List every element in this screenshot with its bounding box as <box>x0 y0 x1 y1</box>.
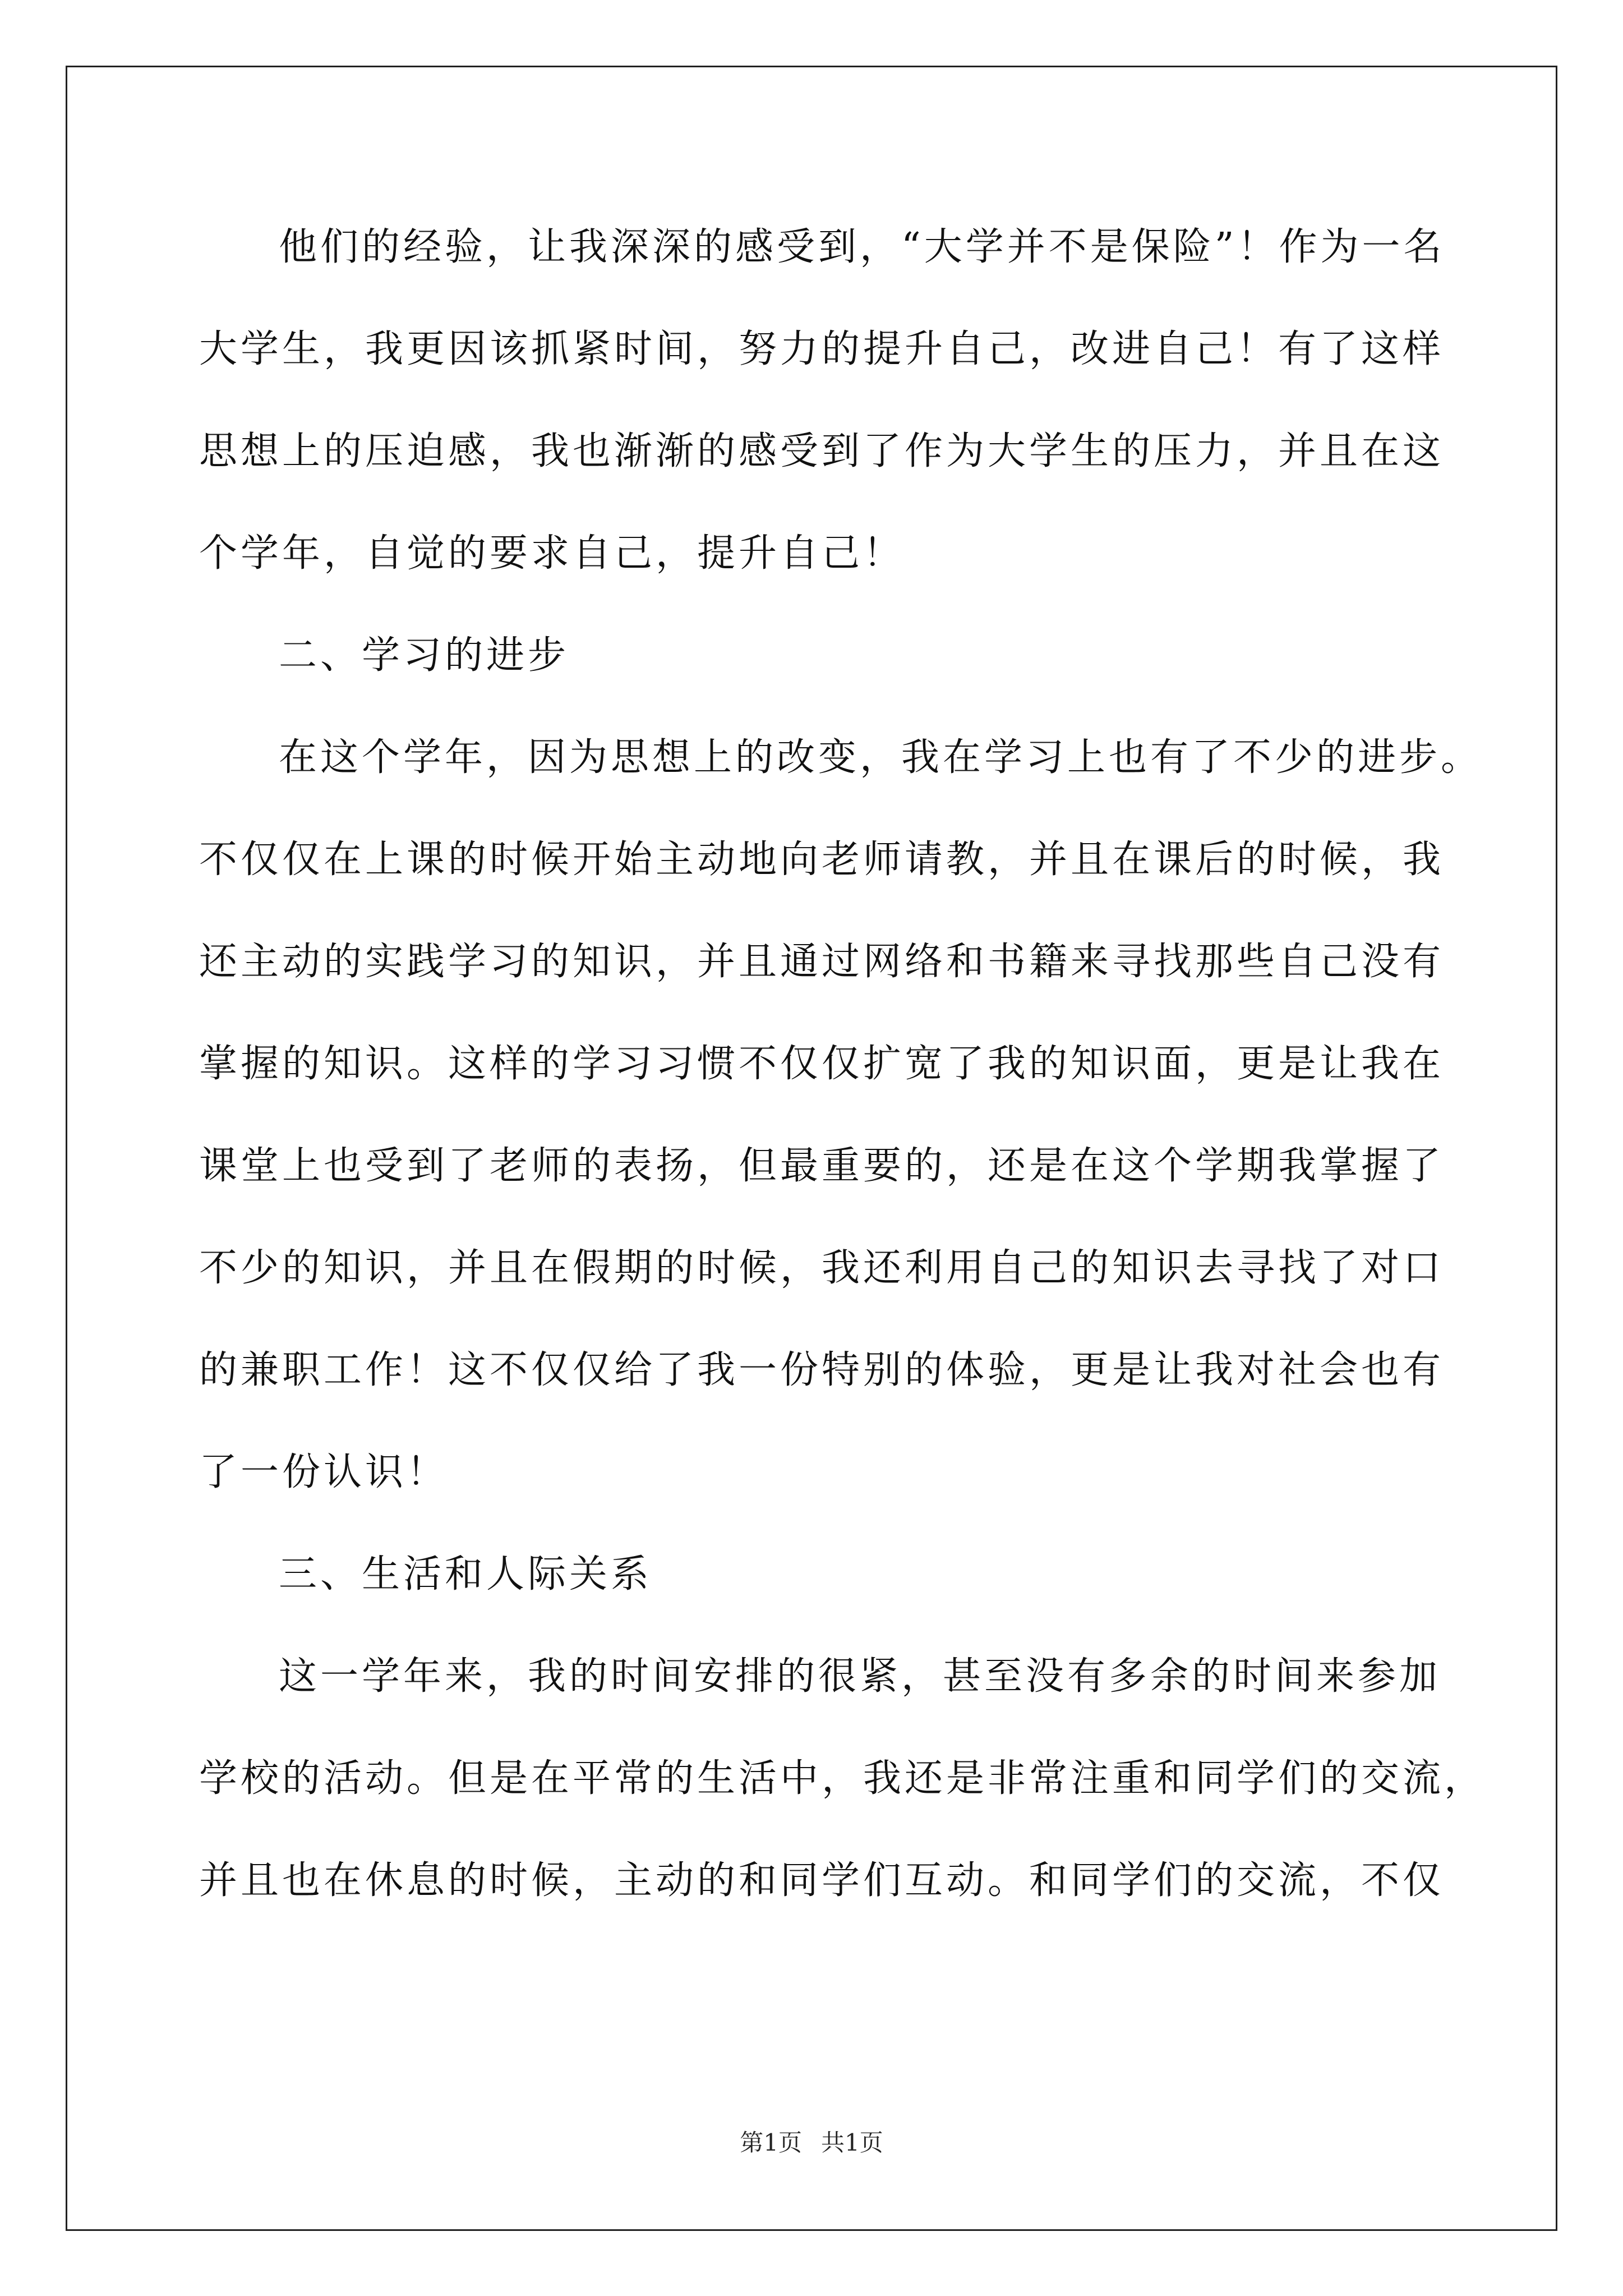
paragraph-line: 大学生，我更因该抓紧时间，努力的提升自己，改进自己！有了这样 <box>199 327 1445 371</box>
paragraph-line: 还主动的实践学习的知识，并且通过网络和书籍来寻找那些自己没有 <box>199 940 1445 984</box>
paragraph-line: 掌握的知识。这样的学习习惯不仅仅扩宽了我的知识面，更是让我在 <box>199 1042 1445 1086</box>
paragraph-line: 课堂上也受到了老师的表扬，但最重要的，还是在这个学期我掌握了 <box>199 1144 1445 1188</box>
paragraph-line: 他们的经验，让我深深的感受到，“大学并不是保险”！作为一名 <box>279 225 1445 269</box>
paragraph-line: 个学年，自觉的要求自己，提升自己！ <box>199 531 905 576</box>
paragraph-line: 这一学年来，我的时间安排的很紧，甚至没有多余的时间来参加 <box>279 1654 1441 1699</box>
paragraph-line: 思想上的压迫感，我也渐渐的感受到了作为大学生的压力，并且在这 <box>199 429 1445 473</box>
page-number: 第1页 <box>740 2129 802 2156</box>
paragraph-line: 了一份认识！ <box>199 1450 449 1494</box>
paragraph-line: 在这个学年，因为思想上的改变，我在学习上也有了不少的进步。 <box>279 735 1483 780</box>
paragraph-line: 的兼职工作！这不仅仅给了我一份特别的体验，更是让我对社会也有 <box>199 1348 1445 1392</box>
page-total: 共1页 <box>821 2129 883 2156</box>
paragraph-line: 并且也在休息的时候，主动的和同学们互动。和同学们的交流，不仅 <box>199 1858 1445 1903</box>
section-heading: 二、学习的进步 <box>279 633 570 678</box>
paragraph-line: 学校的活动。但是在平常的生活中，我还是非常注重和同学们的交流， <box>199 1756 1486 1801</box>
paragraph-line: 不少的知识，并且在假期的时候，我还利用自己的知识去寻找了对口 <box>199 1246 1445 1290</box>
document-body <box>199 211 1486 1947</box>
paragraph-line: 不仅仅在上课的时候开始主动地向老师请教，并且在课后的时候，我 <box>199 838 1445 882</box>
section-heading: 三、生活和人际关系 <box>279 1552 653 1596</box>
page-footer <box>0 2126 1623 2160</box>
